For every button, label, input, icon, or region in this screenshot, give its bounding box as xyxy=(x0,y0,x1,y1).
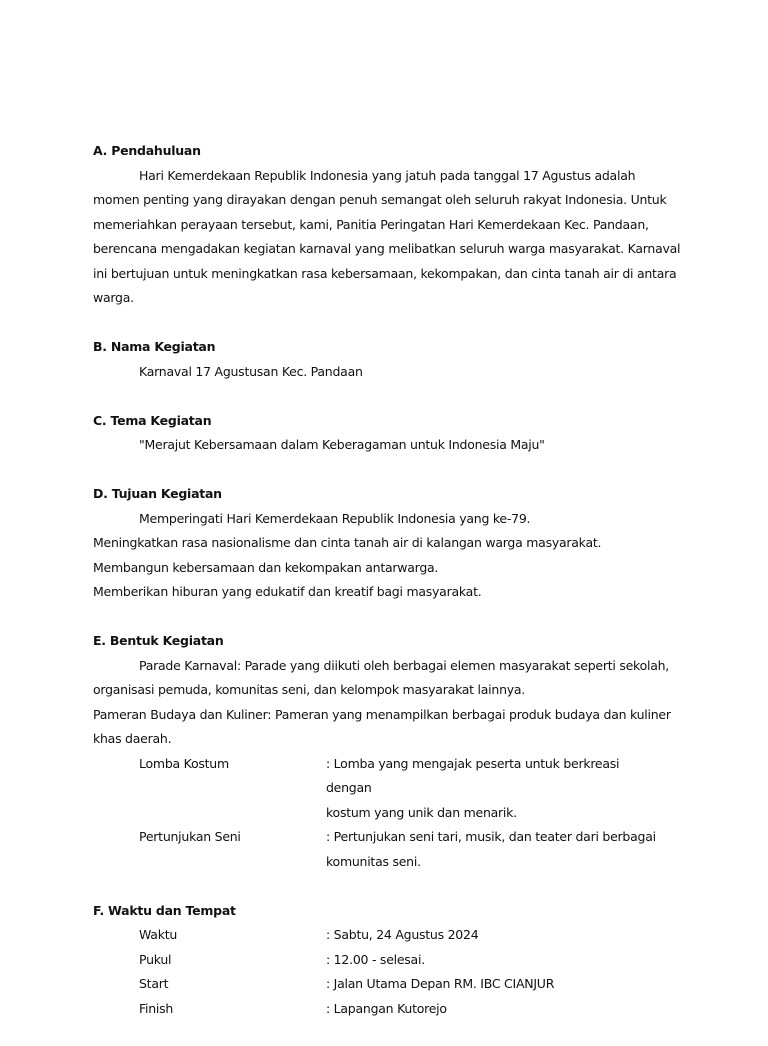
activity-label: Lomba Kostum xyxy=(139,755,229,771)
schedule-value: : Jalan Utama Depan RM. IBC CIANJUR xyxy=(326,976,555,991)
section-heading: B. Nama Kegiatan xyxy=(93,339,216,354)
section-bentuk-kegiatan xyxy=(93,629,683,874)
activity-value xyxy=(326,752,683,826)
schedule-value: : Lapangan Kutorejo xyxy=(326,1000,447,1016)
activity-row xyxy=(93,752,683,826)
activity-value-line: : Pertunjukan seni tari, musik, dan teater dari berbagai xyxy=(326,829,656,844)
activity-value-line: kostum yang unik dan menarik. xyxy=(326,804,517,820)
intro-paragraph: Hari Kemerdekaan Republik Indonesia yang jatuh pada tanggal 17 Agustus adalah momen penting yang dirayakan dengan penuh semangat oleh seluruh rakyat Indonesia. Untuk memeriahkan perayaan tersebut, kami, Panitia Peringatan Hari Kemerdekaan Kec. Pandaan, berencana mengadakan kegiatan karnaval yang melibatkan seluruh warga masyarakat. Karnaval ini bertujuan untuk meningkatkan rasa kebersamaan, kekompakan, dan cinta tanah air di antara warga. xyxy=(93,167,681,305)
activity-label: Pertunjukan Seni xyxy=(139,829,241,844)
section-waktu-tempat xyxy=(93,899,683,1022)
schedule-label: Pukul xyxy=(139,951,172,967)
event-theme: "Merajut Kebersamaan dalam Keberagaman untuk Indonesia Maju" xyxy=(139,437,545,452)
schedule-label: Waktu xyxy=(139,927,178,942)
document-body xyxy=(93,139,683,1046)
section-heading: D. Tujuan Kegiatan xyxy=(93,486,222,501)
list-item: Parade Karnaval: Parade yang diikuti oleh berbagai elemen masyarakat seperti sekolah, organisasi pemuda, komunitas seni, dan kelompok masyarakat lainnya. xyxy=(93,657,670,697)
schedule-row xyxy=(93,948,683,973)
section-nama-kegiatan xyxy=(93,335,683,384)
list-item: Memberikan hiburan yang edukatif dan kreatif bagi masyarakat. xyxy=(93,584,482,599)
section-heading: C. Tema Kegiatan xyxy=(93,412,212,428)
schedule-value: : Sabtu, 24 Agustus 2024 xyxy=(326,927,479,942)
schedule-value: : 12.00 - selesai. xyxy=(326,951,425,967)
schedule-row xyxy=(93,972,683,997)
section-pendahuluan xyxy=(93,139,683,311)
list-item: Pameran Budaya dan Kuliner: Pameran yang menampilkan berbagai produk budaya dan kuliner khas daerah. xyxy=(93,706,671,746)
activity-value xyxy=(326,825,683,874)
activity-value-line: komunitas seni. xyxy=(326,853,421,869)
list-item: Memperingati Hari Kemerdekaan Republik Indonesia yang ke-79. xyxy=(139,510,531,526)
list-item: Meningkatkan rasa nasionalisme dan cinta tanah air di kalangan warga masyarakat. xyxy=(93,535,602,550)
section-heading: A. Pendahuluan xyxy=(93,143,201,158)
event-name: Karnaval 17 Agustusan Kec. Pandaan xyxy=(139,363,363,379)
section-tema-kegiatan xyxy=(93,409,683,458)
section-tujuan-kegiatan xyxy=(93,482,683,605)
schedule-row xyxy=(93,923,683,948)
schedule-label: Finish xyxy=(139,1000,174,1016)
list-item: Membangun kebersamaan dan kekompakan antarwarga. xyxy=(93,559,439,575)
section-heading: E. Bentuk Kegiatan xyxy=(93,633,224,648)
schedule-label: Start xyxy=(139,976,169,991)
section-heading: F. Waktu dan Tempat xyxy=(93,902,236,918)
schedule-row xyxy=(93,997,683,1022)
activity-value-line: : Lomba yang mengajak peserta untuk berkreasi dengan xyxy=(326,755,620,795)
activity-row xyxy=(93,825,683,874)
